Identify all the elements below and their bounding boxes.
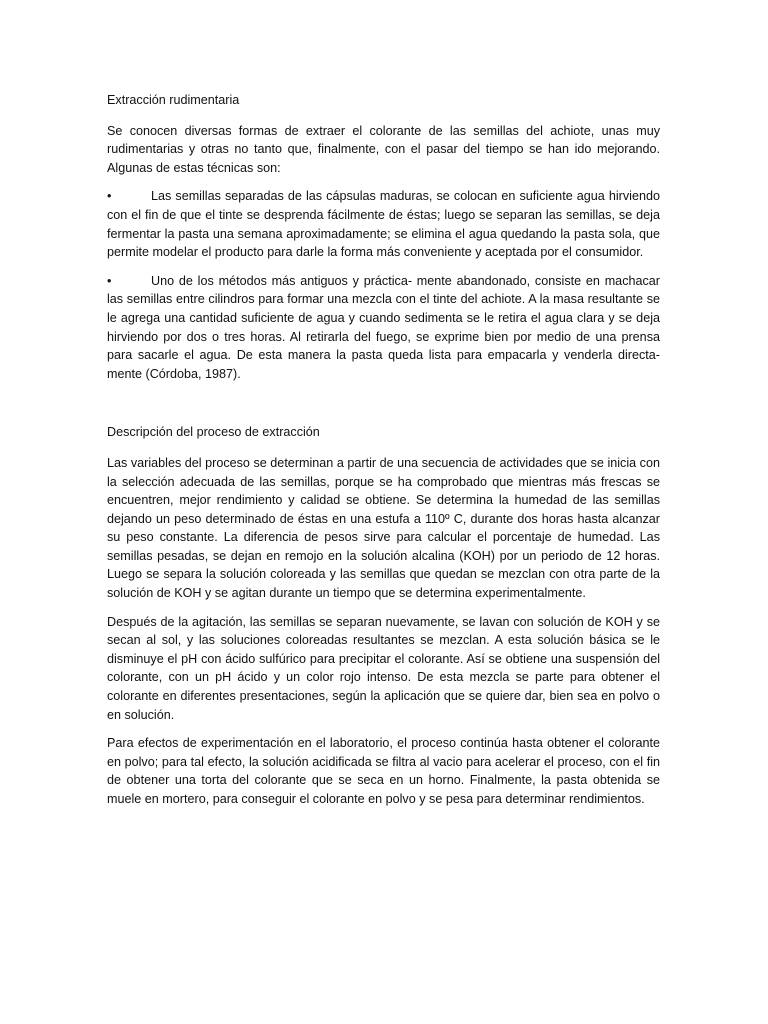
intro-paragraph: Se conocen diversas formas de extraer el colorante de las semillas del achiote, unas muy rudimentarias y otras no tanto que, finalmente, con el pasar del tiempo se han ido mejorando. Algunas de estas técnicas son: [107, 123, 660, 175]
section-heading-descripcion-proceso: Descripción del proceso de extracción [107, 425, 320, 440]
body-paragraph: Para efectos de experimentación en el laboratorio, el proceso continúa hasta obtener el colorante en polvo; para tal efecto, la solución acidificada se filtra al vacio para acelerar el proceso, con el fin de obtener una torta del colorante que se seca en un horno. Finalmente, la pasta obtenida se muele en mortero, para conseguir el colorante en polvo y se pesa para determinar rendimientos. [107, 736, 660, 806]
bullet-text: Las semillas separadas de las cápsulas maduras, se colocan en suficiente agua hirviendo con el fin de que el tinte se desprenda fácilmente de éstas; luego se separan las semillas, se deja fermentar la pasta una semana aproximadamente; se elimina el agua quedando la pasta sola, que permite modelar el producto para darle la forma más conveniente y aceptada por el consumidor. [107, 189, 660, 260]
bullet-text: Uno de los métodos más antiguos y práctica- mente abandonado, consiste en machacar las semillas entre cilindros para formar una mezcla con el tinte del achiote. A la masa resultante se le agrega una cantidad suficiente de agua y cuando sedimenta se le retira el agua clara y se deja hirviendo por dos o tres horas. Al retirarla del fuego, se exprime bien por medio de una prensa para sacarle el agua. De esta manera la pasta queda lista para empacarla y venderla directa- mente (Córdoba, 1987). [107, 273, 660, 381]
document-body [107, 91, 660, 809]
bullet-item [107, 272, 660, 384]
body-paragraph: Las variables del proceso se determinan a partir de una secuencia de actividades que se inicia con la selección adecuada de las semillas, porque se ha comprobado que mientras más frescas se encuentren, mejor rendimiento y calidad se obtiene. Se determina la humedad de las semillas dejando un peso determinado de éstas en una estufa a 110º C, durante dos horas hasta alcanzar su peso constante. La diferencia de pesos sirve para calcular el porcentaje de humedad. Las semillas pesadas, se dejan en remojo en la solución alcalina (KOH) por un periodo de 12 horas. Luego se separa la solución coloreada y las semillas que quedan se mezclan con otra parte de la solución de KOH y se agitan durante un tiempo que se determina experimentalmente. [107, 455, 660, 601]
bullet-marker: • [107, 273, 112, 288]
body-paragraph: Después de la agitación, las semillas se separan nuevamente, se lavan con solución de KOH y se secan al sol, y las soluciones coloreadas resultantes se mezclan. A esta solución básica se le disminuye el pH con ácido sulfúrico para precipitar el colorante. Así se obtiene una suspensión del colorante, con un pH ácido y un color rojo intenso. De esta mezcla se parte para obtener el colorante en diferentes presentaciones, según la aplicación que se quiere dar, bien sea en polvo o en solución. [107, 614, 660, 722]
bullet-marker: • [107, 189, 112, 204]
section-heading-extraccion-rudimentaria: Extracción rudimentaria [107, 93, 240, 107]
bullet-item [107, 187, 660, 261]
